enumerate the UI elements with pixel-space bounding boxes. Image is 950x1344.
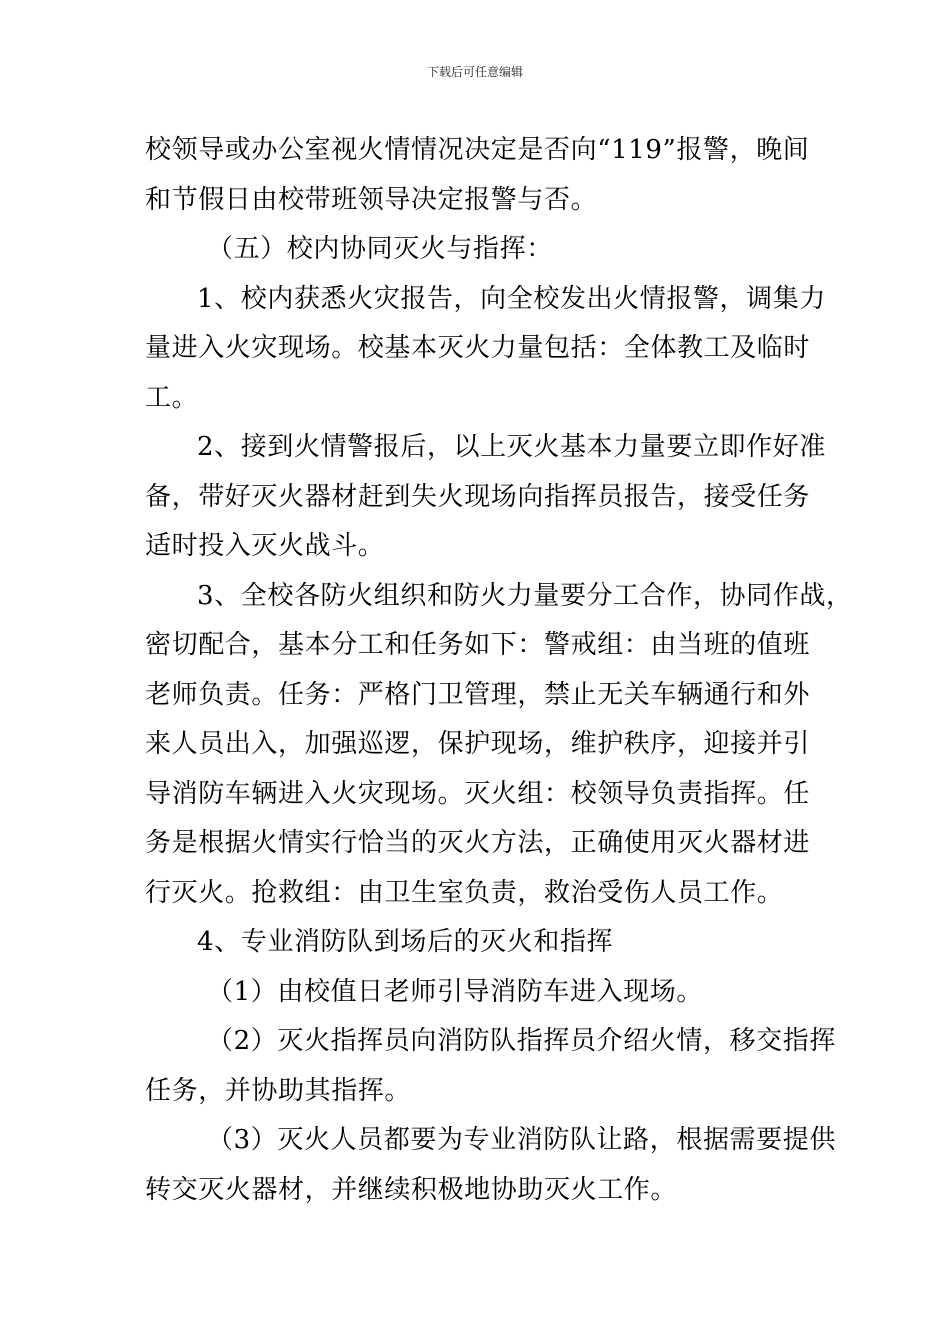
text-line: 转交灭火器材，并继续积极地协助灭火工作。 (145, 1174, 678, 1205)
text-line: 量进入火灾现场。校基本灭火力量包括：全体教工及临时 (145, 333, 811, 363)
text-line: 老师负责。任务：严格门卫管理，禁止无关车辆通行和外 (145, 679, 811, 710)
text-line: （2）灭火指挥员向消防队指挥员介绍火情，移交指挥 (207, 1026, 836, 1056)
text-line: 来人员出入，加强巡逻，保护现场，维护秩序，迎接并引 (145, 729, 811, 759)
text-line: 任务，并协助其指挥。 (145, 1075, 412, 1106)
text-line: 导消防车辆进入火灾现场。灭火组：校领导负责指挥。任 (145, 778, 811, 809)
paragraph-subitem-1 (145, 968, 817, 1018)
section-heading-5 (145, 225, 817, 275)
paragraph-item-1 (145, 275, 826, 424)
text-line: 工。 (145, 382, 199, 413)
text-line: 校领导或办公室视火情情况决定是否向“119”报警，晚间 (145, 135, 810, 165)
text-line: 和节假日由校带班领导决定报警与否。 (145, 184, 598, 215)
document-body (145, 126, 853, 1215)
text-line: 4、专业消防队到场后的灭火和指挥 (197, 927, 614, 957)
text-line: 1、校内获悉火灾报告，向全校发出火情报警，调集力 (197, 283, 826, 314)
paragraph-item-2 (145, 423, 826, 572)
text-line: 2、接到火情警报后，以上灭火基本力量要立即作好准 (197, 432, 826, 462)
text-line: （1）由校值日老师引导消防车进入现场。 (207, 976, 703, 1007)
paragraph-item-3 (145, 572, 853, 919)
paragraph-subitem-3 (145, 1116, 836, 1215)
text-line: 密切配合，基本分工和任务如下：警戒组：由当班的值班 (145, 630, 811, 660)
text-line: 务是根据火情实行恰当的灭火方法，正确使用灭火器材进 (145, 828, 811, 858)
text-line: （3）灭火人员都要为专业消防队让路，根据需要提供 (207, 1125, 836, 1155)
text-line: 3、全校各防火组织和防火力量要分工合作，协同作战， (197, 580, 853, 611)
paragraph-subitem-2 (145, 1017, 836, 1116)
text-line: 适时投入灭火战斗。 (145, 531, 385, 561)
paragraph-report-decision (145, 126, 817, 225)
text-line: 行灭火。抢救组：由卫生室负责，救治受伤人员工作。 (145, 877, 784, 908)
page-header: 下载后可任意编辑 (426, 65, 523, 79)
paragraph-item-4 (145, 918, 817, 968)
text-line: （五）校内协同灭火与指挥： (207, 234, 553, 264)
text-line: 备，带好灭火器材赶到失火现场向指挥员报告，接受任务 (145, 481, 811, 512)
